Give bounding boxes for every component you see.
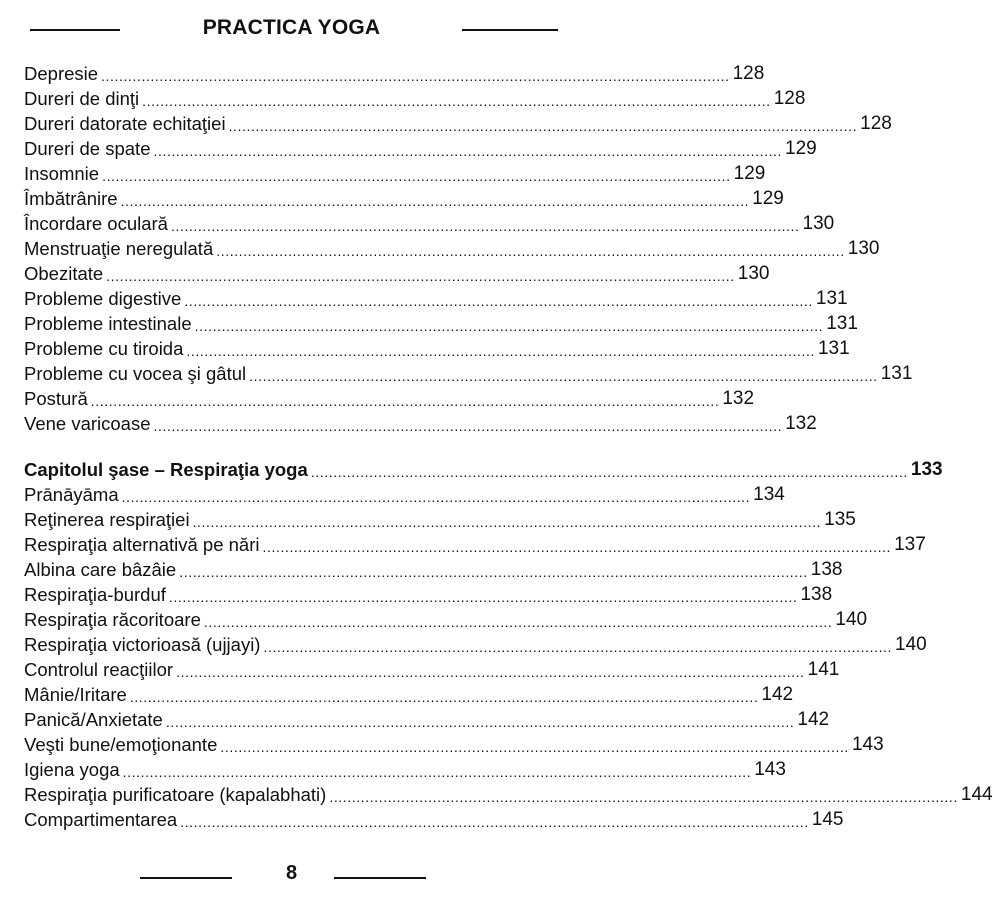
- toc-entry-label: Postură: [24, 388, 88, 409]
- dot-leader: ............................................................................................................................................: [102, 168, 731, 184]
- dot-leader: ............................................................................................................................................: [101, 68, 730, 84]
- table-of-contents: [24, 60, 993, 831]
- toc-entry: [24, 756, 786, 781]
- toc-entry-label: Respiraţia alternativă pe nări: [24, 534, 260, 555]
- toc-entry-label: Respiraţia victorioasă (ujjayi): [24, 634, 261, 655]
- toc-entry-label: Probleme cu vocea şi gâtul: [24, 363, 247, 384]
- toc-entry-page-number: 142: [797, 709, 830, 730]
- toc-entry-label: Panică/Anxietate: [24, 709, 163, 730]
- toc-entry-page-number: 129: [733, 163, 766, 184]
- toc-entry: [24, 581, 833, 606]
- toc-entry-page-number: 131: [826, 313, 858, 334]
- dot-leader: ............................................................................................................................................: [153, 418, 783, 434]
- dot-leader: ............................................................................................................................................: [329, 789, 958, 805]
- toc-entry-page-number: 132: [785, 413, 817, 434]
- toc-entry-page-number: 134: [753, 484, 785, 505]
- dot-leader: ............................................................................................................................................: [262, 539, 892, 555]
- dot-leader: ............................................................................................................................................: [192, 514, 822, 530]
- toc-entry-page-number: 143: [754, 759, 786, 780]
- dot-leader: ............................................................................................................................................: [142, 93, 771, 109]
- dot-leader: ............................................................................................................................................: [122, 764, 752, 780]
- toc-entry: [24, 781, 993, 806]
- toc-entry: [24, 360, 913, 385]
- chapter-page-number: 133: [910, 459, 943, 480]
- dot-leader: ............................................................................................................................................: [153, 143, 783, 159]
- dot-leader: ............................................................................................................................................: [179, 564, 808, 580]
- toc-entry: [24, 806, 844, 831]
- toc-entry: [24, 556, 843, 581]
- dot-leader: ............................................................................................................................................: [121, 489, 751, 505]
- toc-entry: [24, 160, 766, 185]
- toc-entry-label: Controlul reacţiilor: [24, 659, 174, 680]
- toc-entry: [24, 335, 850, 360]
- dot-leader: ............................................................................................................................................: [263, 639, 893, 655]
- toc-entry: [24, 85, 806, 110]
- toc-entry: [24, 210, 835, 235]
- toc-entry-page-number: 142: [761, 684, 794, 705]
- running-header-title: PRACTICA YOGA: [202, 16, 381, 39]
- toc-entry-label: Depresie: [24, 63, 99, 84]
- page-number: 8: [285, 862, 298, 884]
- toc-entry-label: Probleme intestinale: [24, 313, 192, 334]
- toc-spacer: [24, 435, 550, 456]
- dot-leader: ............................................................................................................................................: [168, 589, 798, 605]
- dot-leader: ............................................................................................................................................: [216, 243, 845, 259]
- toc-entry-page-number: 140: [835, 609, 868, 630]
- dot-leader: ............................................................................................................................................: [176, 664, 805, 680]
- toc-entry-label: Insomnie: [24, 163, 100, 184]
- toc-entry-page-number: 129: [785, 138, 817, 159]
- toc-entry-page-number: 140: [895, 634, 927, 655]
- toc-entry-page-number: 130: [802, 213, 835, 234]
- toc-entry-label: Respiraţia purificatoare (kapalabhati): [24, 784, 327, 805]
- toc-entry: [24, 506, 856, 531]
- toc-entry-label: Îmbătrânire: [24, 188, 118, 209]
- toc-entry: [24, 385, 755, 410]
- toc-entry-page-number: 128: [773, 88, 806, 109]
- toc-entry-page-number: 141: [807, 659, 840, 680]
- running-header: [0, 14, 583, 44]
- toc-entry-label: Probleme cu tiroida: [24, 338, 184, 359]
- dot-leader: ............................................................................................................................................: [165, 714, 795, 730]
- toc-entry-page-number: 129: [752, 188, 784, 209]
- toc-entry-label: Dureri datorate echitaţiei: [24, 113, 226, 134]
- toc-group-breathing: [24, 481, 993, 831]
- toc-entry-page-number: 130: [847, 238, 880, 259]
- dot-leader: ............................................................................................................................................: [203, 614, 833, 630]
- dot-leader: ............................................................................................................................................: [90, 393, 720, 409]
- toc-entry: [24, 260, 770, 285]
- toc-entry: [24, 706, 830, 731]
- toc-chapter-heading: [24, 456, 943, 481]
- toc-entry-page-number: 130: [737, 263, 770, 284]
- toc-entry-page-number: 131: [815, 288, 848, 309]
- toc-entry-label: Veşti bune/emoţionante: [24, 734, 218, 755]
- toc-entry-page-number: 137: [894, 534, 926, 555]
- toc-entry-label: Albina care bâzâie: [24, 559, 177, 580]
- toc-entry: [24, 135, 817, 160]
- toc-entry-label: Respiraţia răcoritoare: [24, 609, 201, 630]
- toc-entry-page-number: 128: [860, 113, 892, 134]
- toc-entry-label: Încordare oculară: [24, 213, 168, 234]
- toc-entry: [24, 285, 848, 310]
- toc-entry-page-number: 138: [810, 559, 843, 580]
- toc-entry: [24, 631, 927, 656]
- dot-leader: ............................................................................................................................................: [220, 739, 849, 755]
- toc-group-ailments: [24, 60, 913, 435]
- toc-entry-label: Respiraţia-burduf: [24, 584, 166, 605]
- footer-rule-right: [334, 877, 426, 879]
- dot-leader: ............................................................................................................................................: [194, 318, 824, 334]
- toc-entry-page-number: 144: [960, 784, 993, 805]
- toc-entry: [24, 531, 926, 556]
- toc-entry-page-number: 143: [851, 734, 884, 755]
- toc-entry: [24, 656, 840, 681]
- toc-entry-label: Igiena yoga: [24, 759, 120, 780]
- dot-leader: ............................................................................................................................................: [180, 814, 809, 830]
- toc-entry-label: Reţinerea respiraţiei: [24, 509, 190, 530]
- dot-leader: ............................................................................................................................................: [186, 343, 815, 359]
- toc-entry-page-number: 128: [732, 63, 765, 84]
- dot-leader: ............................................................................................................................................: [106, 268, 735, 284]
- header-rule-right: [462, 29, 558, 31]
- toc-entry-page-number: 145: [811, 809, 844, 830]
- dot-leader: ............................................................................................................................................: [249, 368, 878, 384]
- toc-entry-page-number: 132: [722, 388, 755, 409]
- toc-entry: [24, 310, 858, 335]
- toc-entry-label: Vene varicoase: [24, 413, 151, 434]
- dot-leader: ............................................................................................................................................: [170, 218, 800, 234]
- toc-entry-label: Mânie/Iritare: [24, 684, 127, 705]
- toc-entry-label: Menstruaţie neregulată: [24, 238, 214, 259]
- dot-leader: ............................................................................................................................................: [228, 118, 858, 134]
- toc-entry: [24, 606, 868, 631]
- dot-leader: ............................................................................................................................................: [120, 193, 750, 209]
- toc-entry: [24, 481, 785, 506]
- toc-entry-label: Obezitate: [24, 263, 104, 284]
- chapter-title: Capitolul şase – Respiraţia yoga: [24, 459, 308, 480]
- toc-entry: [24, 110, 892, 135]
- page-footer: [0, 858, 583, 888]
- toc-entry: [24, 185, 784, 210]
- toc-entry: [24, 410, 817, 435]
- toc-entry-label: Probleme digestive: [24, 288, 182, 309]
- dot-leader: ............................................................................................................................................: [184, 293, 813, 309]
- toc-entry-page-number: 135: [824, 509, 856, 530]
- toc-entry-label: Compartimentarea: [24, 809, 178, 830]
- toc-entry-label: Dureri de spate: [24, 138, 151, 159]
- toc-entry-page-number: 131: [817, 338, 850, 359]
- dot-leader: .....................................................................................................................................: [310, 464, 908, 480]
- toc-entry-label: Prānāyāma: [24, 484, 119, 505]
- toc-entry-page-number: 131: [880, 363, 913, 384]
- toc-entry-page-number: 138: [800, 584, 833, 605]
- toc-entry: [24, 60, 765, 85]
- toc-entry: [24, 235, 880, 260]
- toc-entry: [24, 681, 794, 706]
- dot-leader: ............................................................................................................................................: [129, 689, 759, 705]
- toc-entry-label: Dureri de dinţi: [24, 88, 140, 109]
- toc-entry: [24, 731, 884, 756]
